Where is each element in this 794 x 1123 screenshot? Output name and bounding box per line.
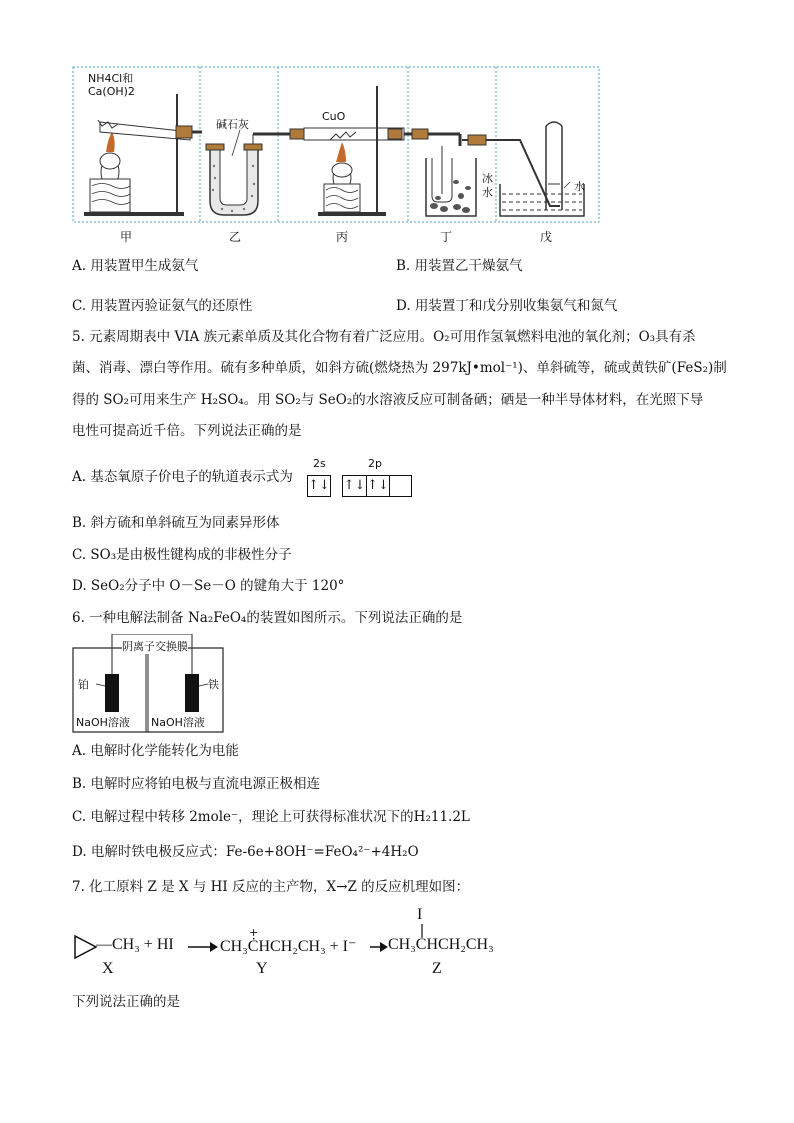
label-wu: 戊 — [540, 230, 553, 244]
q5-option-a: A. 基态氧原子价电子的轨道表示式为 — [72, 469, 293, 485]
q6-option-c: C. 电解过程中转移 2mole⁻，理论上可获得标准状况下的H₂11.2L — [72, 809, 470, 825]
ice-water-label: 水 — [482, 186, 493, 199]
reagent-label — [88, 72, 135, 98]
q4-option-b: B. 用装置乙干燥氨气 — [396, 258, 523, 274]
orbital-2s-label: 2s — [313, 457, 326, 470]
reagent-line2: Ca(OH)2 — [88, 85, 135, 98]
cuo-label: CuO — [322, 110, 346, 123]
q5-stem-line4: 电性可提高近千倍。下列说法正确的是 — [72, 423, 302, 439]
q5-stem-line1: 5. 元素周期表中 VIA 族元素单质及其化合物有着广泛应用。O₂可用作氢氧燃料电池的氧化剂；O₃具有杀 — [72, 329, 696, 345]
q6-option-b: B. 电解时应将铂电极与直流电源正极相连 — [72, 776, 321, 792]
q4-option-c: C. 用装置丙验证氨气的还原性 — [72, 298, 253, 314]
orbital-2p-cell2: ↑↓ — [367, 476, 390, 496]
water-label: 水 — [574, 180, 585, 193]
label-y: Y — [256, 960, 268, 977]
platinum-label: 铂 — [78, 678, 89, 691]
label-jia: 甲 — [120, 230, 133, 244]
q5-stem-line3: 得的 SO₂可用来生产 H₂SO₄。用 SO₂与 SeO₂的水溶液反应可制备硒；硒是一种半导体材料，在光照下导 — [72, 392, 704, 408]
apparatus-figure — [72, 66, 600, 246]
q6-option-a: A. 电解时化学能转化为电能 — [72, 743, 239, 759]
mechanism-scheme — [72, 906, 532, 982]
apparatus-drawing — [72, 66, 600, 246]
q5-stem-line2: 菌、消毒、漂白等作用。硫有多种单质，如斜方硫(燃烧热为 297kJ•mol⁻¹)、单斜硫等，硫或黄铁矿(FeS₂)制 — [72, 360, 727, 376]
q6-stem: 6. 一种电解法制备 Na₂FeO₄的装置如图所示。下列说法正确的是 — [72, 610, 463, 626]
electrolysis-figure — [72, 634, 224, 734]
compound-y-formula: CH₃ĊHCH₂CH₃ + I⁻ — [220, 938, 357, 955]
iodine-substituent: I — [417, 906, 423, 923]
orbital-2s-box — [307, 475, 331, 497]
solution-left-label: NaOH溶液 — [76, 716, 130, 729]
label-bing: 丙 — [336, 230, 349, 244]
q5-option-d: D. SeO₂分子中 O－Se－O 的键角大于 120° — [72, 578, 345, 594]
orbital-2p-box — [342, 475, 412, 497]
solution-right-label: NaOH溶液 — [151, 716, 205, 729]
carbocation-plus: + — [249, 926, 259, 939]
orbital-2p-cell1: ↑↓ — [343, 476, 367, 496]
q4-option-d: D. 用装置丁和戊分别收集氨气和氮气 — [396, 298, 618, 314]
q5-option-c: C. SO₃是由极性键构成的非极性分子 — [72, 547, 292, 563]
soda-lime-label: 碱石灰 — [216, 118, 249, 131]
q4-option-a: A. 用装置甲生成氨气 — [72, 258, 199, 274]
q5-option-b: B. 斜方硫和单斜硫互为同素异形体 — [72, 515, 280, 531]
label-ding: 丁 — [440, 230, 453, 244]
compound-z-formula: CH₃CHCH₂CH₃ — [388, 936, 494, 953]
orbital-2p-label: 2p — [368, 457, 382, 470]
membrane-label: 阴离子交换膜 — [122, 640, 188, 653]
reagent-line1: NH4Cl和 — [88, 72, 134, 85]
iron-label: 铁 — [208, 678, 219, 691]
label-yi: 乙 — [229, 230, 242, 244]
q6-option-d: D. 电解时铁电极反应式：Fe-6e+8OH⁻=FeO₄²⁻+4H₂O — [72, 844, 419, 860]
ice-label: 冰 — [482, 172, 493, 185]
compound-x-formula: —CH₃ + HI — [96, 936, 174, 953]
label-z: Z — [432, 960, 442, 977]
q7-ask: 下列说法正确的是 — [72, 994, 180, 1010]
orbital-2s-arrows: ↑↓ — [308, 478, 330, 493]
label-x: X — [102, 960, 114, 977]
q7-stem: 7. 化工原料 Z 是 X 与 HI 反应的主产物，X→Z 的反应机理如图： — [72, 879, 470, 895]
